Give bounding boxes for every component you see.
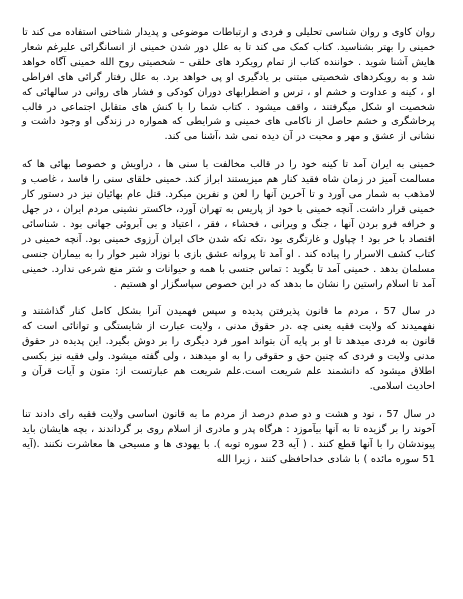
paragraph-velayat-faqih-definition: در سال 57 ، مردم ما قانون پذیرفتن پدیده و سپس فهمیدن آنرا بشکل کامل کنار گذاشتند و نفهمیدند که ولایت فقیه یعنی چه .در حقوق مدنی ، ولایت عبارت از شایستگی و توانائی است که قانون به فردی میدهد تا او بر پایه آن بتواند امور فرد دیگری را بر دوش بگیرد. این پدیده در حقوق مدنی ولایت و فردی که چنین حق و حقوقی را به او میدهند ، ولی گفته میشود. ولی فقیه نیز بکسی اطلاق میشود که دانشمند علم شریعت است.علم شریعت هم عبارتست از: متون و آیات قرآن و احادیث اسلامی.	[22, 306, 435, 392]
paragraph-constitution-vote: در سال 57 ، نود و هشت و دو صدم درصد از مردم ما به قانون اساسی ولایت فقیه رای دادند تنا آخوند را بر گزیده تا به آنها بیآموزد : هرگاه پدر و مادری از اسلام روی بر گرداندند ، بچه هایشان باید پیوندشان را با آنها قطع کنند . ( آیه 23 سوره توبه ). با یهودی ها و مسیحی ها معاشرت نکنند .(آیه 51 سوره مائده ) با شادی خداحافظی کنند ، زیرا الله	[22, 408, 435, 465]
paragraph-book-introduction: روان کاوی و روان شناسی تحلیلی و فردی و ارتباطات موضوعی و پدیدار شناختی استفاده می کند تا خمینی را بهتر بشناسید. کتاب کمک می کند تا به علل دور شدن خمینی از انسانگرائی علیرغم شعار هایش آشنا شوید . خواننده کتاب از تمام رویکرد های خلقی – شخصیتی روح الله خمینی آگاه خواهد شد و به رویکردهای شخصیتی مبتنی بر یادگیری او پی خواهد برد. به علل رفتار گرائی های افراطی او ، کینه و عداوت و خشم او ، ترس و اضطرابهای دوران کودکی و فشار های روانی در سالهائی که شخصیت او شکل میگرفتند ، واقف میشود . کتاب شما را با کنش های متقابل اجتماعی در قالب پرخاشگری و خشم حاصل از ناکامی های خمینی و شرایطی که همواره در زندگی او وجود داشت و نشانی از عشق و مهر و محبت در آن دیده نمی شد ،آشنا می کند.	[22, 27, 435, 143]
paragraph-khomeini-arrival: خمینی به ایران آمد تا کینه خود را در قالب مخالفت با سنی ها ، دراویش و خصوصا بهائی ها که مسالمت آمیز در زمان شاه فقید کنار هم میزیستند ابراز کند. خمینی خلقای سنی را فاسد ، غاصب و لامذهب به شمار می آورد و تا آخرین آنها را لعن و نفرین میکرد. قتل عام بهائیان نیز در دستور کار خمینی قرار داشت. آنچه خمینی با خود از پاریس به تهران آورد، خاکستر نشینی مردم ایران ، در جهل و خرافه فرو بردن آنها ، جنگ و ویرانی ، فحشاء ، فقر ، اعتیاد و بی آبروئی جهانی بود . شناسائی اقتصاد با خر بود ! چپاول و غارتگری بود ،تکه تکه شدن خاک ایران آرزوی خمینی بود. آنچه خمینی در کتاب کشف الاسرار را پیاده کند . او آمد تا پروانه عشق بازی با نوزاد شیر خوار را به بیماران جنسی مسلمان بدهد . خمینی آمد تا بگوید : تماس جنسی با همه و حیوانات و شتر منع شرعی ندارد. خمینی آمد تا اسلام راستین را نشان ما بدهد که در این خصوص سپاسگزار او هستیم .	[22, 159, 435, 290]
